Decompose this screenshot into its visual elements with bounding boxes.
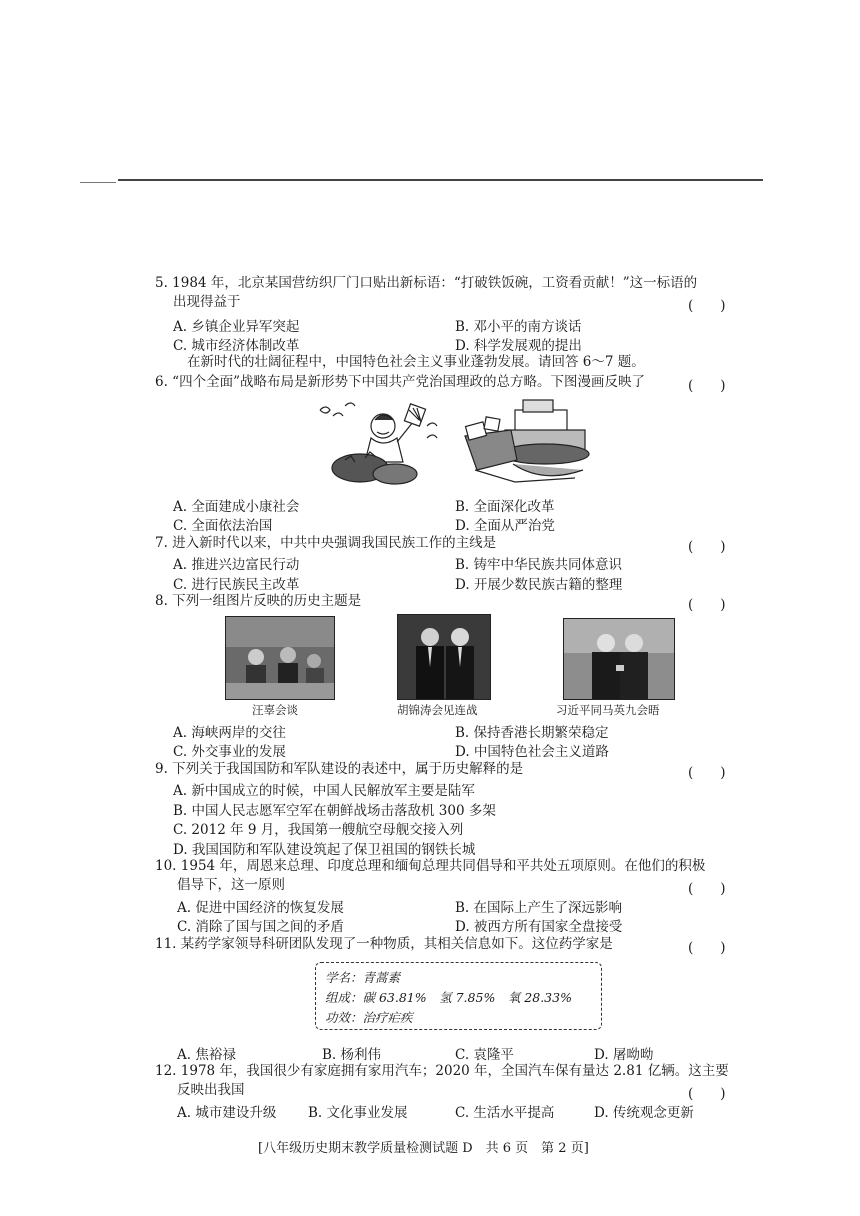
q11-stem: 11. 某药学家领导科研团队发现了一种物质，其相关信息如下。这位药学家是 (155, 936, 613, 952)
q6-option-b: B. 全面深化改革 (455, 499, 555, 515)
q6-option-d: D. 全面从严治党 (455, 518, 555, 534)
q11-option-c: C. 袁隆平 (455, 1047, 514, 1063)
q8-option-b: B. 保持香港长期繁荣稳定 (455, 725, 609, 741)
q8-option-c: C. 外交事业的发展 (173, 744, 286, 760)
q6-stem: 6. “四个全面”战略布局是新形势下中国共产党治国理政的总方略。下图漫画反映了 (155, 374, 645, 390)
q10-stem-line1: 10. 1954 年，周恩来总理、印度总理和缅甸总理共同倡导和平共处五项原则。在他们的积极 (155, 858, 706, 874)
q5-option-c: C. 城市经济体制改革 (173, 338, 300, 354)
q8-answer-bracket: ( ) (688, 597, 726, 613)
q9-option-d: D. 我国国防和军队建设筑起了保卫祖国的钢铁长城 (173, 842, 476, 858)
photo-wang-gu-talks (225, 616, 335, 700)
q11-answer-bracket: ( ) (688, 940, 726, 956)
q10-stem-line2: 倡导下，这一原则 (177, 877, 285, 893)
caption-xi-ma: 习近平同马英九会晤 (556, 703, 660, 717)
q7-stem: 7. 进入新时代以来，中共中央强调我国民族工作的主线是 (155, 535, 497, 551)
q7-option-a: A. 推进兴边富民行动 (173, 557, 300, 573)
q11-option-d: D. 屠呦呦 (594, 1047, 654, 1063)
q7-option-c: C. 进行民族民主改革 (173, 577, 300, 593)
cartoon-anti-corruption (315, 398, 445, 488)
q10-option-b: B. 在国际上产生了深远影响 (455, 900, 623, 916)
q6-option-c: C. 全面依法治国 (173, 518, 273, 534)
caption-wang-gu: 汪辜会谈 (252, 703, 298, 717)
page-top-rule (118, 179, 763, 181)
q10-option-c: C. 消除了国与国之间的矛盾 (177, 919, 344, 935)
q5-stem-line2: 出现得益于 (173, 294, 241, 310)
q12-option-a: A. 城市建设升级 (177, 1105, 277, 1121)
q9-option-a: A. 新中国成立的时候，中国人民解放军主要是陆军 (173, 783, 475, 799)
q5-stem-line1: 5. 1984 年，北京某国营纺织厂门口贴出新标语：“打破铁饭碗，工资看贡献！”这一标语的 (155, 275, 698, 291)
q12-option-b: B. 文化事业发展 (308, 1105, 408, 1121)
q9-option-b: B. 中国人民志愿军空军在朝鲜战场击落敌机 300 多架 (173, 803, 496, 819)
cartoon-bulldozer (455, 396, 600, 488)
scan-edge-line (80, 182, 116, 183)
q8-option-a: A. 海峡两岸的交往 (173, 725, 286, 741)
q11-option-b: B. 杨利伟 (322, 1047, 382, 1063)
q5-option-a: A. 乡镇企业异军突起 (173, 319, 300, 335)
q10-option-a: A. 促进中国经济的恢复发展 (177, 900, 344, 916)
q6-answer-bracket: ( ) (688, 378, 726, 394)
q7-option-d: D. 开展少数民族古籍的整理 (455, 577, 623, 593)
q12-option-c: C. 生活水平提高 (455, 1105, 555, 1121)
q9-answer-bracket: ( ) (688, 765, 726, 781)
page-footer: [八年级历史期末教学质量检测试题 D 共 6 页 第 2 页] (258, 1141, 589, 1156)
q5-answer-bracket: ( ) (688, 298, 726, 314)
photo-hu-lian-meeting (397, 614, 491, 700)
caption-hu-lian: 胡锦涛会见连战 (397, 703, 478, 717)
q5-option-d: D. 科学发展观的提出 (455, 338, 582, 354)
q12-stem-line1: 12. 1978 年，我国很少有家庭拥有家用汽车；2020 年，全国汽车保有量达 2.81 亿辆。这主要 (155, 1063, 729, 1079)
q6-option-a: A. 全面建成小康社会 (173, 499, 300, 515)
q10-answer-bracket: ( ) (688, 881, 726, 897)
intro-q6-q7: 在新时代的壮阔征程中，中国特色社会主义事业蓬勃发展。请回答 6～7 题。 (187, 354, 645, 370)
q8-option-d: D. 中国特色社会主义道路 (455, 744, 609, 760)
q10-option-d: D. 被西方所有国家全盘接受 (455, 919, 623, 935)
info-composition: 组成：碳 63.81% 氢 7.85% 氧 28.33% (325, 990, 572, 1005)
q12-stem-line2: 反映出我国 (177, 1082, 245, 1098)
info-name: 学名：青蒿素 (325, 970, 401, 985)
q7-answer-bracket: ( ) (688, 539, 726, 555)
q12-answer-bracket: ( ) (688, 1086, 726, 1102)
q8-stem: 8. 下列一组图片反映的历史主题是 (155, 593, 362, 609)
photo-xi-ma-meeting (563, 618, 675, 700)
q11-option-a: A. 焦裕禄 (177, 1047, 236, 1063)
q5-option-b: B. 邓小平的南方谈话 (455, 319, 582, 335)
info-efficacy: 功效：治疗疟疾 (325, 1010, 413, 1025)
q7-option-b: B. 铸牢中华民族共同体意识 (455, 557, 623, 573)
q9-stem: 9. 下列关于我国国防和军队建设的表述中，属于历史解释的是 (155, 761, 524, 777)
q9-option-c: C. 2012 年 9 月，我国第一艘航空母舰交接入列 (173, 822, 464, 838)
q12-option-d: D. 传统观念更新 (594, 1105, 694, 1121)
